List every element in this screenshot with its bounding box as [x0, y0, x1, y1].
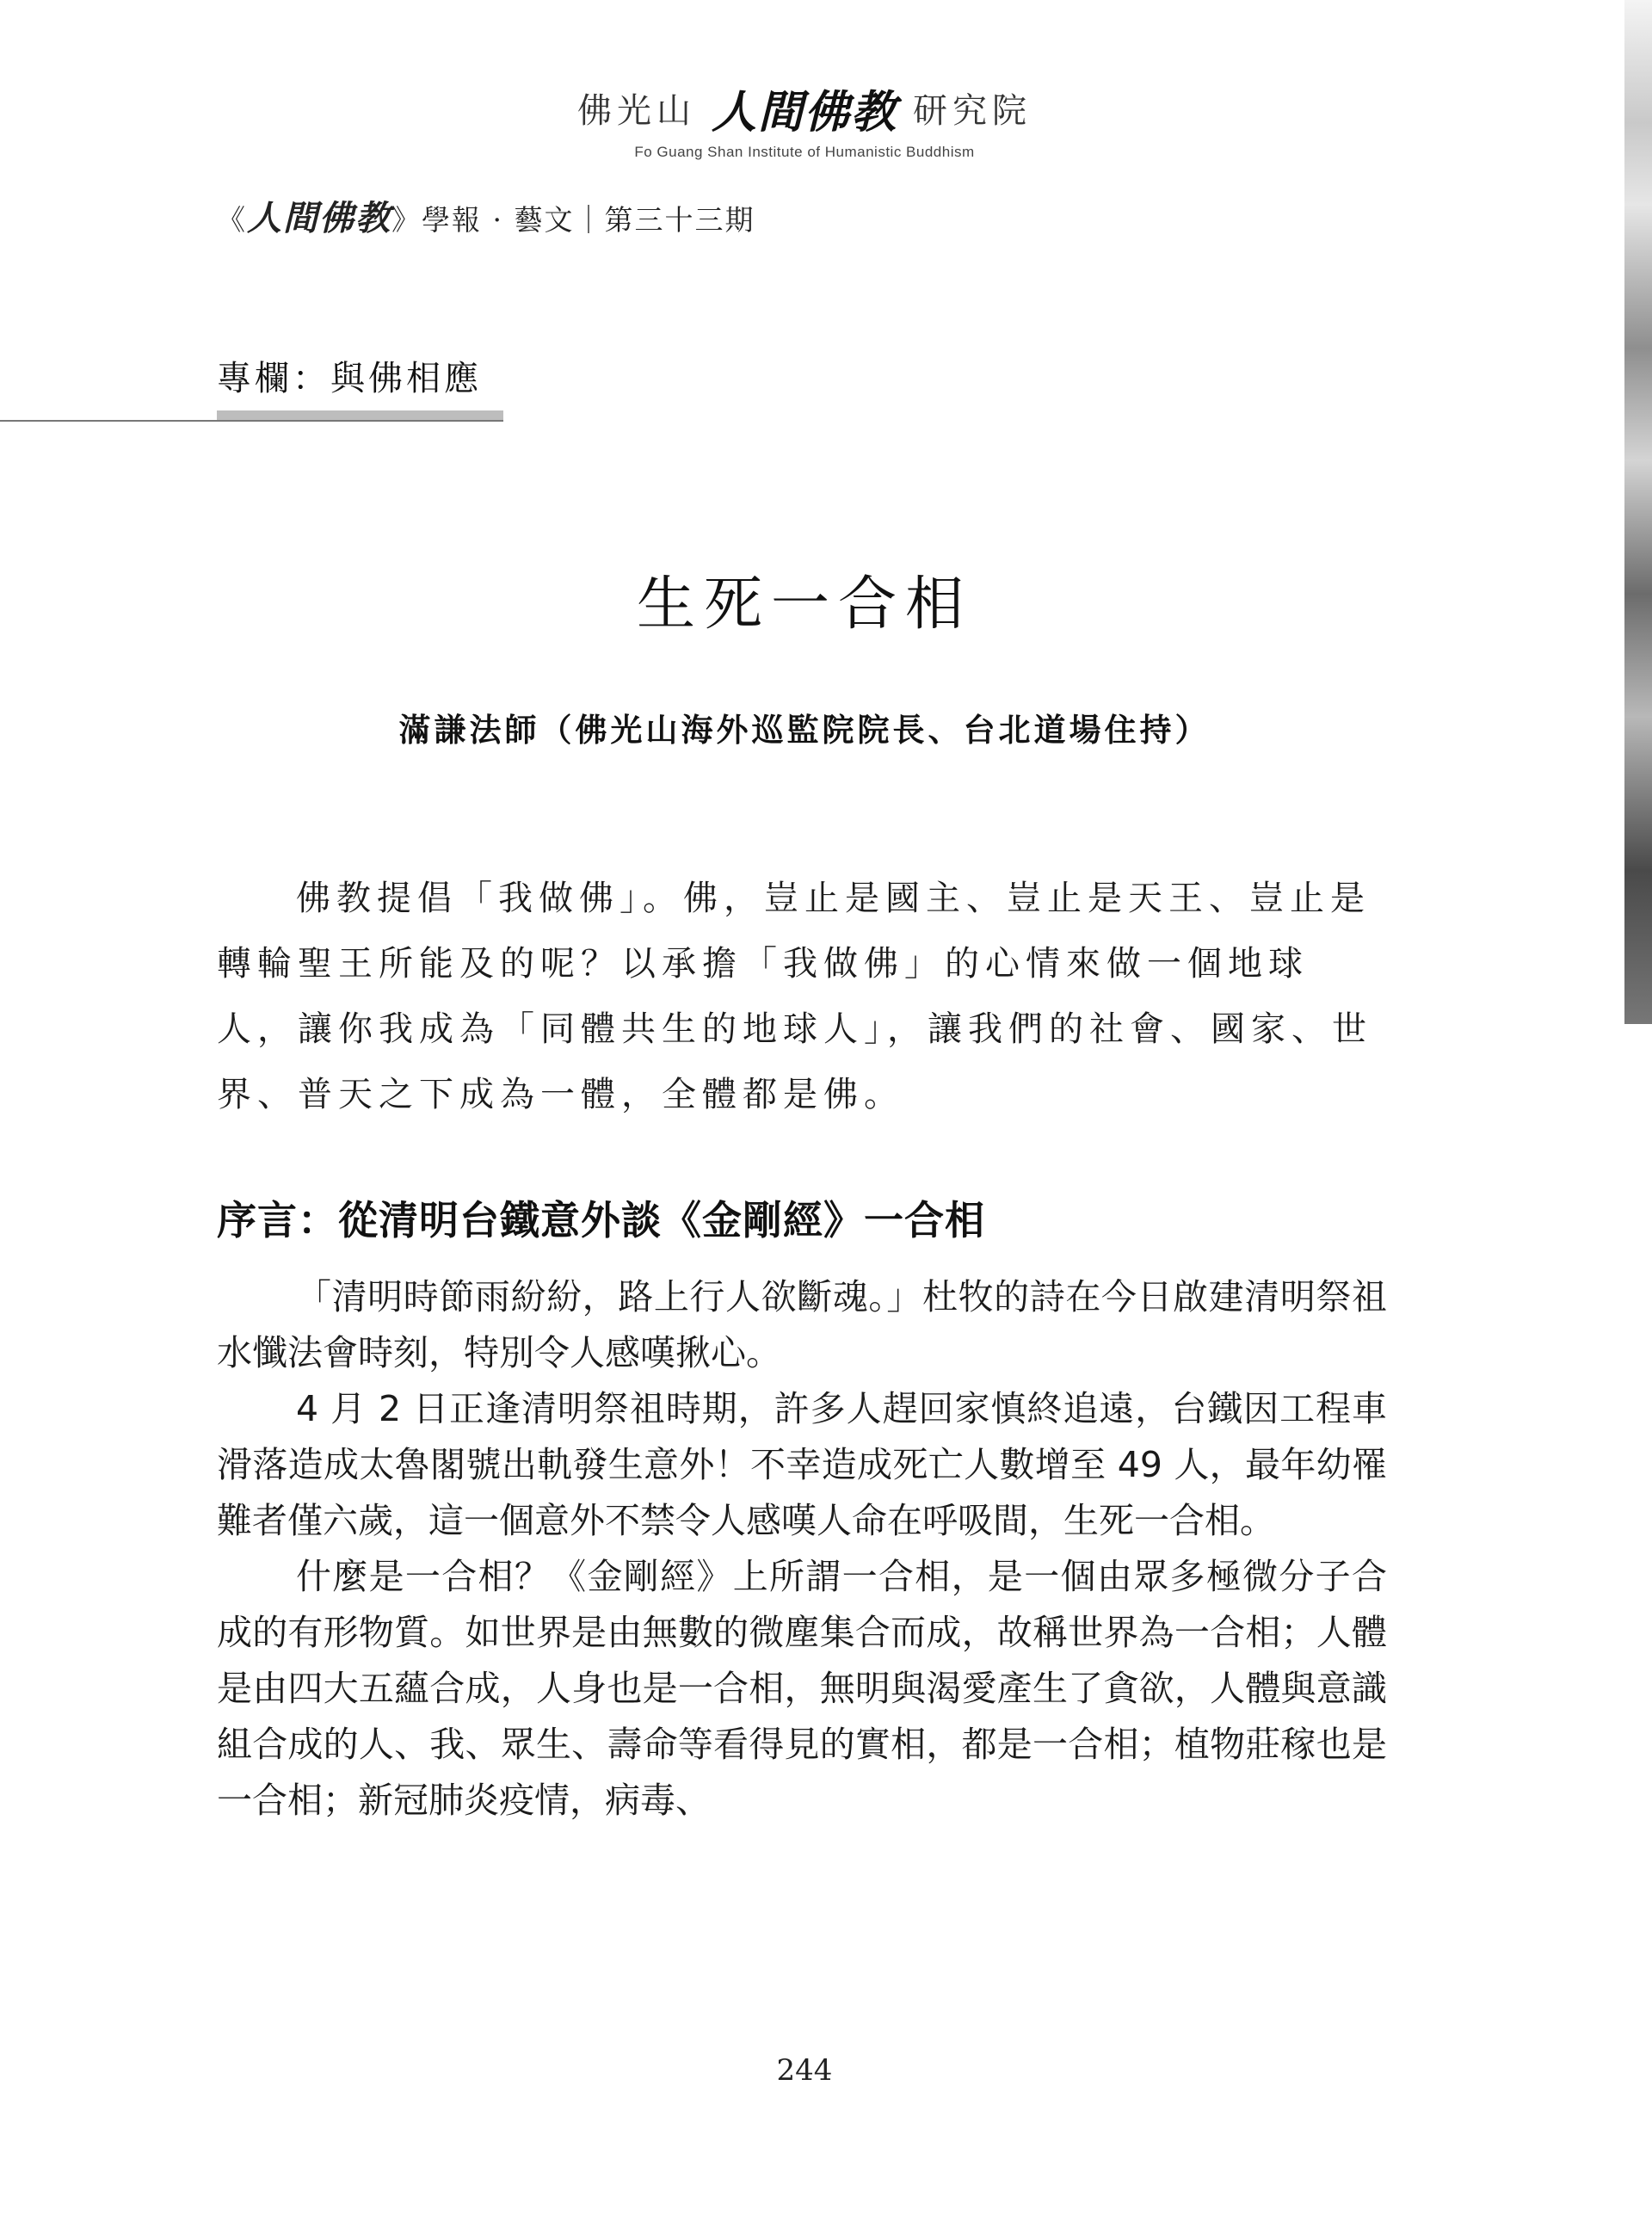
abstract-paragraph: 佛教提倡「我做佛」。佛，豈止是國主、豈止是天王、豈止是轉輪聖王所能及的呢？以承擔「我做佛」的心情來做一個地球人，讓你我成為「同體共生的地球人」，讓我們的社會、國家、世界、普天之下成為一體，全體都是佛。 — [217, 879, 1372, 1114]
header-right-text: 研究院 — [913, 91, 1032, 131]
article-title: 生死一合相 — [636, 571, 972, 639]
article-author: 滿謙法師（佛光山海外巡監院院長、台北道場住持） — [398, 711, 1211, 749]
body-paragraph-2: 4 月 2 日正逢清明祭祖時期，許多人趕回家慎終追遠，台鐵因工程車滑落造成太魯閣號出軌發生意外！不幸造成死亡人數增至 49 人，最年幼罹難者僅六歲，這一個意外不禁令人感嘆人命在呼吸間，生死一合相。 — [217, 1388, 1387, 1541]
institute-header — [0, 76, 1609, 161]
column-underline-rule — [0, 420, 503, 422]
journal-issue: 》學報 · 藝文｜第三十三期 — [391, 203, 755, 237]
institute-logo-text: 人間佛教 — [711, 87, 897, 139]
section-heading: 序言：從清明台鐵意外談《金剛經》一合相 — [217, 1197, 985, 1243]
header-left-text: 佛光山 — [576, 91, 696, 131]
decorative-side-band — [1624, 0, 1652, 1024]
column-underline-accent — [217, 410, 503, 420]
page-number: 244 — [776, 2053, 833, 2088]
article-abstract — [217, 866, 1387, 1127]
institute-name — [577, 76, 1032, 140]
body-paragraph-1: 「清明時節雨紛紛，路上行人欲斷魂。」杜牧的詩在今日啟建清明祭祖水懺法會時刻，特別令人感嘆揪心。 — [217, 1276, 1387, 1373]
column-label: 專欄：與佛相應 — [217, 359, 482, 398]
journal-open-bracket: 《 — [217, 203, 247, 237]
article-body — [217, 1269, 1387, 1829]
journal-issue-line — [217, 191, 755, 240]
institute-english-name: Fo Guang Shan Institute of Humanistic Buddhism — [634, 144, 975, 160]
journal-brand: 人間佛教 — [247, 199, 391, 238]
body-paragraph-3: 什麼是一合相？《金剛經》上所謂一合相，是一個由眾多極微分子合成的有形物質。如世界是由無數的微塵集合而成，故稱世界為一合相；人體是由四大五蘊合成，人身也是一合相，無明與渴愛產生了貪欲，人體與意識組合成的人、我、眾生、壽命等看得見的實相，都是一合相；植物莊稼也是一合相；新冠肺炎疫情，病毒、 — [217, 1556, 1387, 1821]
